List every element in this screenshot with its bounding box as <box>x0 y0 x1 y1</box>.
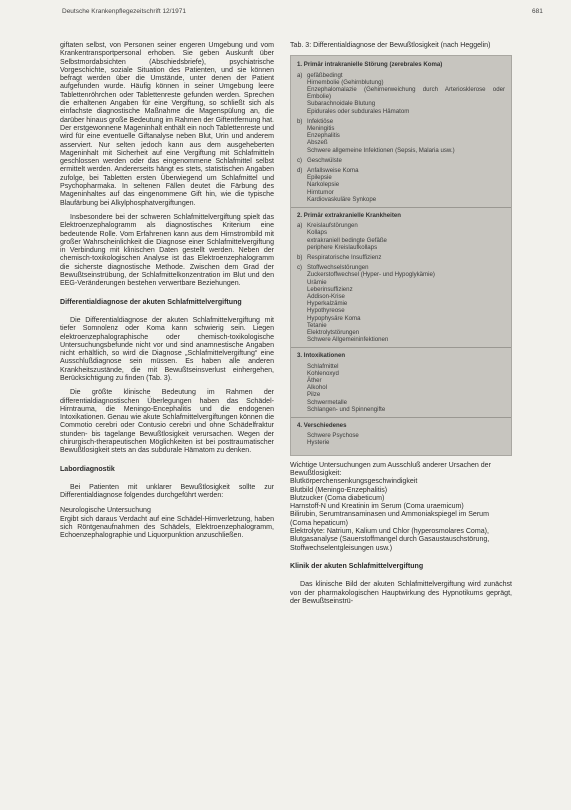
table-group <box>297 157 505 164</box>
table-item: Hysterie <box>307 439 330 447</box>
table-item: Hyperkalzämie <box>307 300 348 308</box>
table-item: Schwermetalle <box>307 398 347 406</box>
divider <box>291 347 511 348</box>
table-item: Hypothyreose <box>307 307 345 315</box>
group-key: d) <box>297 166 303 174</box>
table-section-title: 4. Verschiedenes <box>297 422 347 430</box>
table-item: Kollaps <box>307 229 327 237</box>
table-section-title: 2. Primär extrakranielle Krankheiten <box>297 211 401 219</box>
table-item: Abszeß <box>307 139 328 147</box>
group-title: gefäßbedingt <box>307 71 343 79</box>
investigation-item: Bilirubin, Serumtransaminasen und Ammoniakspiegel im Serum (Coma hepaticum) <box>290 511 489 527</box>
group-title: Respiratorische Insuffizienz <box>307 253 382 261</box>
investigation-item: Harnstoff-N und Kreatinin im Serum (Coma uraemicum) <box>290 503 464 511</box>
table-item: Schlafmittel <box>307 362 339 370</box>
table-item: Schwere allgemeine Infektionen (Sepsis, Malaria usw.) <box>307 146 455 154</box>
group-key: a) <box>297 71 303 79</box>
group-title: Kreislaufstörungen <box>307 222 358 230</box>
group-title: Geschwülste <box>307 156 342 164</box>
left-column <box>60 42 274 547</box>
paragraph: Die Differentialdiagnose der akuten Schlafmittelvergiftung mit tiefer Somnolenz oder Koma kann schwierig sein. Liegen elektroenzephalographische oder chemisch-toxikologische Untersuchungsbefunde nicht vor und sind anamnestische Angaben nicht erhältlich, so wird die Diagnose „Schlafmittelvergiftung“ eine Ausschlußdiagnose sein müssen. Es haben alle anderen Krankheitszustände, die mit Bewußtseinsverlust einhergehen, Berücksichtigung zu finden (Tab. 3). <box>60 316 274 382</box>
diagnosis-table <box>290 55 512 455</box>
table-group <box>297 167 505 203</box>
table-item: Enzephalitis <box>307 132 340 140</box>
section-heading: Labordiagnostik <box>60 465 115 473</box>
table-section-2 <box>297 222 505 343</box>
table-item: Tetanie <box>307 321 327 329</box>
paragraph: Insbesondere bei der schweren Schlafmittelvergiftung spielt das Elektroenzephalogramm als diagnostisches Kriterium eine bedeutende Rolle. Vom Erfahrenen kann aus dem Hirnstrombild mit großer Wahrscheinlichkeit die Diagnose einer Schlafmittelvergiftung in Verbindung mit klinischen Daten gestellt werden. Neben der chemisch-toxikologischen Analyse ist das Elektroenzephalogramm die sicherste diagnostische Methode. Zwischen dem Grad der Bewußtseinstrübung, der Schlafmittelkonzentration im Blut und den EEG-Veränderungen bestehen verwertbare Beziehungen. <box>60 213 274 288</box>
table-item: Enzephalomalazie (Gehirnerweichung durch Arteriosklerose oder Embolie) <box>307 85 505 101</box>
table-group <box>297 222 505 251</box>
table-item: Schwere Allgemeininfektionen <box>307 336 389 344</box>
table-item: Schlangen- und Spinnengifte <box>307 405 386 413</box>
table-section-4 <box>297 432 505 446</box>
table-item: Epidurales oder subdurales Hämatom <box>307 107 410 115</box>
section-heading: Klinik der akuten Schlafmittelvergiftung <box>290 562 424 570</box>
table-item: Elektrolytstörungen <box>307 329 360 336</box>
table-item: Kardiovaskuläre Synkope <box>307 195 377 203</box>
table-item: Hirntumor <box>307 188 334 196</box>
table-group <box>297 118 505 154</box>
paragraph: Das klinische Bild der akuten Schlafmittelvergiftung wird zunächst von der pharmakologischen Hauptwirkung des Hypnotikums geprägt, der Bewußtseinstrü- <box>290 581 512 605</box>
table-item: Subarachnoidale Blutung <box>307 100 376 108</box>
group-title: Stoffwechselstörungen <box>307 264 369 272</box>
group-key: a) <box>297 222 303 230</box>
running-header: Deutsche Krankenpflegezeitschrift 12/1971 <box>62 8 186 15</box>
table-caption: Tab. 3: Differentialdiagnose der Bewußtlosigkeit (nach Heggelin) <box>290 42 491 49</box>
divider <box>291 207 511 208</box>
group-items <box>297 174 505 203</box>
section-heading: Differentialdiagnose der akuten Schlafmittelvergiftung <box>60 298 242 306</box>
table-item: Schwere Psychose <box>307 432 359 440</box>
table-item: Kohlenoxyd <box>307 369 339 377</box>
paragraph: Die größte klinische Bedeutung im Rahmen der differentialdiagnostischen Überlegungen haben das Schädel-Hirntrauma, die Meningo-Encephalitis und die endogenen Intoxikationen. Genau wie akute Schlafmittelvergiftungen können die Commotio cerebri oder Contusio cerebri und ohne Schädelfraktur stunden- bis tagelange Bewußtlosigkeit verursachen. Wegen der chirurgisch-therapeutischen Möglichkeiten ist bei posttraumatischer Bewußtlosigkeit stets an das subdurale Hämatom zu denken. <box>60 389 274 455</box>
table-group-heading <box>297 222 505 229</box>
table-group-heading <box>297 254 505 261</box>
group-items <box>297 271 505 343</box>
divider <box>291 417 511 418</box>
table-item: Meningitis <box>307 124 335 132</box>
table-group <box>297 72 505 115</box>
group-key: b) <box>297 117 303 125</box>
table-group <box>297 254 505 261</box>
table-item: extrakraniell bedingte Gefäße <box>307 236 387 244</box>
table-item: Narkolepsie <box>307 181 340 189</box>
table-item: Urämie <box>307 278 327 286</box>
table-section-title: 3. Intoxikationen <box>297 352 346 360</box>
table-group-heading <box>297 157 505 164</box>
table-item: Äther <box>307 377 322 385</box>
table-item: Zuckerstoffwechsel (Hyper- und Hypoglykämie) <box>307 271 435 279</box>
group-title: Infektiöse <box>307 117 334 125</box>
table-group-heading <box>297 118 505 125</box>
table-item: Hirnembolie (Gehirnblutung) <box>307 78 384 86</box>
group-key: c) <box>297 156 303 164</box>
table-item: Hypophysäre Koma <box>307 314 361 322</box>
table-group-heading <box>297 264 505 271</box>
investigation-item: Blutkörperchensenkungsgeschwindigkeit <box>290 478 418 486</box>
table-item: periphere Kreislaufkollaps <box>307 243 378 251</box>
table-group-heading <box>297 72 505 79</box>
page-number: 681 <box>532 8 543 15</box>
investigation-item: Blutbild (Meningo-Enzephalitis) <box>290 486 388 494</box>
group-title: Anfallsweise Koma <box>307 166 359 174</box>
table-group-heading <box>297 167 505 174</box>
table-section-1 <box>297 72 505 203</box>
paragraph: Ergibt sich daraus Verdacht auf eine Schädel-Hirnverletzung, haben sich Röntgenaufnahmen des Schädels, Elektroenzephalogramm, Echoenzephalographie und Liquorpunktion anzuschließen. <box>60 515 274 540</box>
paragraph: Bei Patienten mit unklarer Bewußtlosigkeit sollte zur Differentialdiagnose folgendes durchgeführt werden: <box>60 483 274 500</box>
table-item: Alkohol <box>307 384 327 392</box>
investigation-item: Elektrolyte: Natrium, Kalium und Chlor (hyperosmolares Coma), Blutgasanalyse (Sauerstoffmangel durch Gasaustauschstörung, Stoffwechselentgleisungen usw.) <box>290 528 490 552</box>
table-section-3 <box>297 363 505 413</box>
table-item: Epilepsie <box>307 174 332 182</box>
subheading: Neurologische Untersuchung <box>60 506 151 514</box>
right-column <box>290 42 512 612</box>
investigation-item: Blutzucker (Coma diabeticum) <box>290 494 385 502</box>
table-item: Addison-Krise <box>307 292 345 300</box>
table-section-title: 1. Primär intrakranielle Störung (zerebrales Koma) <box>297 61 443 69</box>
group-items <box>297 79 505 115</box>
paragraph: giftaten selbst, von Personen seiner engeren Umgebung und vom Krankentransportpersonal erhoben. Sie geben Auskunft über Selbstmordabsichten (Abschiedsbriefe), psychiatrische Vorgeschichte, soziale Situation des Patienten, und sie können befragt werden über die Umstände, unter denen der Patient aufgefunden wurde. Häufig können in seiner Umgebung leere Tablettenröhrchen oder Tablettenreste gefunden werden. Sprechen die erhaltenen Angaben für eine Vergiftung, so schließt sich als einfachste diagnostische Maßnahme die Magenspülung an, die darüber hinaus große Bedeutung im Rahmen der Giftentfernung hat. Der erstgewonnene Mageninhalt enthält ein noch Tablettenreste und wird für eine eventuelle Giftanalyse neben Blut, Urin und anderem asserviert. Nur selten jedoch kann aus dem ausgeheberten Mageninhalt mit Sicherheit auf eine Vergiftung mit Schlafmitteln geschlossen werden oder das eingenommene Schlafmittel selbst ermittelt werden. Andererseits hängt es stets, statistischen Angaben zufolge, bei Tabletten ersten Überwiegend um Schlafmittel und Psychopharmaka. In seltenen Fällen deutet die Färbung des Mageninhaltes auf das eingenommene Gift hin, wie die typische Blaufärbung bei Alkylphosphatvergiftungen. <box>60 42 274 207</box>
group-items <box>297 229 505 251</box>
group-key: c) <box>297 264 303 272</box>
group-items <box>297 125 505 154</box>
group-key: b) <box>297 253 303 261</box>
investigation-item: Wichtige Untersuchungen zum Ausschluß anderer Ursachen der Bewußtlosigkeit: <box>290 461 491 477</box>
table-item: Leberinsuffizienz <box>307 285 353 293</box>
investigation-list <box>290 462 512 553</box>
table-group <box>297 264 505 343</box>
table-item: Pilze <box>307 391 321 399</box>
